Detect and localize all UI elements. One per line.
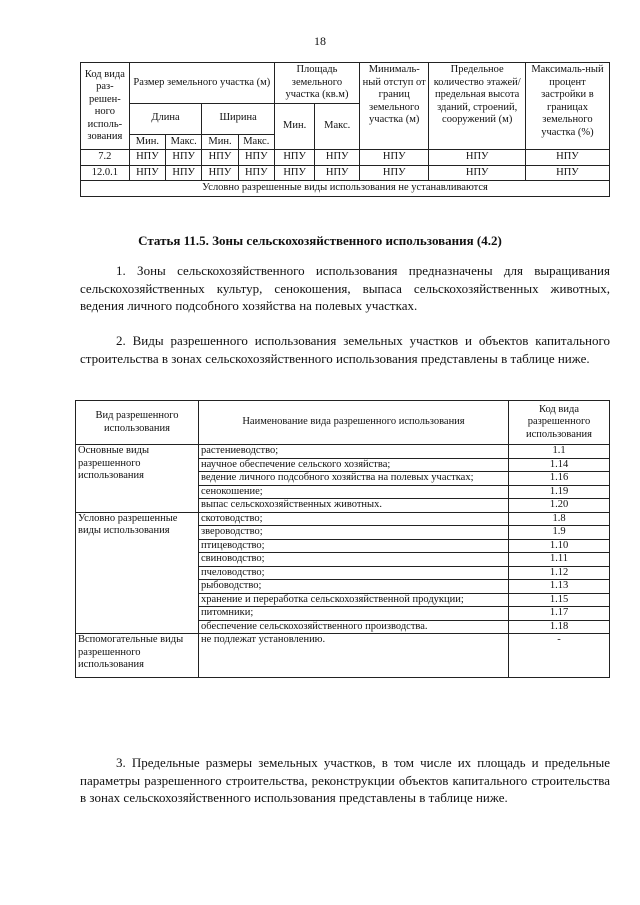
- use-code: 1.12: [509, 566, 610, 580]
- use-code: 1.9: [509, 526, 610, 540]
- use-name: растениеводство;: [199, 445, 509, 459]
- permitted-uses-table: [75, 400, 610, 678]
- use-name: пчеловодство;: [199, 566, 509, 580]
- article-heading: Статья 11.5. Зоны сельскохозяйственного использования (4.2): [138, 233, 502, 248]
- use-name: рыбоводство;: [199, 580, 509, 594]
- use-name: птицеводство;: [199, 539, 509, 553]
- table-row: [81, 150, 610, 166]
- use-code: 1.20: [509, 499, 610, 513]
- cell-value: НПУ: [202, 165, 238, 181]
- header-width: Ширина: [202, 103, 275, 134]
- cell-value: НПУ: [274, 150, 314, 166]
- use-code: 1.15: [509, 593, 610, 607]
- paragraph-2: 2. Виды разрешенного использования земельных участков и объектов капитального строительства в зонах сельскохозяйственного использования представлены в таблице ниже.: [80, 333, 610, 366]
- header-setback: Минималь-ный отступ от границ земельного участка (м): [359, 63, 428, 150]
- use-code: 1.16: [509, 472, 610, 486]
- table-row: [76, 634, 610, 678]
- table-footer-note: Условно разрешенные виды использования не устанавливаются: [81, 181, 610, 197]
- use-code: 1.17: [509, 607, 610, 621]
- cell-value: НПУ: [202, 150, 238, 166]
- use-name: выпас сельскохозяйственных животных.: [199, 499, 509, 513]
- use-name: обеспечение сельскохозяйственного производства.: [199, 620, 509, 634]
- cell-value: НПУ: [429, 150, 525, 166]
- use-name: питомники;: [199, 607, 509, 621]
- use-code: 1.19: [509, 485, 610, 499]
- header-area-min: Мин.: [274, 103, 314, 150]
- paragraph-1: 1. Зоны сельскохозяйственного использования предназначены для выращивания сельскохозяйственных культур, сенокошения, выпаса сельскохозяйственных животных, ведения личного подсобного хозяйства на полевых участках.: [80, 263, 610, 313]
- cell-value: НПУ: [359, 165, 428, 181]
- use-name: хранение и переработка сельскохозяйственной продукции;: [199, 593, 509, 607]
- cell-value: НПУ: [166, 150, 202, 166]
- use-code: 1.8: [509, 512, 610, 526]
- cell-value: НПУ: [238, 150, 274, 166]
- cell-value: НПУ: [129, 165, 165, 181]
- group-conditional: Условно разрешенные виды использования: [76, 512, 199, 634]
- use-code: 1.11: [509, 553, 610, 567]
- cell-value: НПУ: [315, 165, 360, 181]
- header-length-max: Макс.: [166, 134, 202, 150]
- group-main: Основные виды разрешенного использования: [76, 445, 199, 513]
- table-row: [76, 512, 610, 526]
- use-name: ведение личного подсобного хозяйства на полевых участках;: [199, 472, 509, 486]
- group-auxiliary: Вспомогательные виды разрешенного использования: [76, 634, 199, 678]
- header-length-min: Мин.: [129, 134, 165, 150]
- header-use-code: Код вида разрешенного использования: [509, 401, 610, 445]
- cell-value: НПУ: [359, 150, 428, 166]
- cell-value: НПУ: [429, 165, 525, 181]
- cell-value: НПУ: [166, 165, 202, 181]
- header-use-name: Наименование вида разрешенного использования: [199, 401, 509, 445]
- cell-value: НПУ: [525, 165, 609, 181]
- header-width-min: Мин.: [202, 134, 238, 150]
- header-use-type: Вид разрешенного использования: [76, 401, 199, 445]
- use-code: 1.14: [509, 458, 610, 472]
- cell-code: 12.0.1: [81, 165, 130, 181]
- cell-code: 7.2: [81, 150, 130, 166]
- use-code: 1.18: [509, 620, 610, 634]
- header-area-max: Макс.: [315, 103, 360, 150]
- header-area: Площадь земельного участка (кв.м): [274, 63, 359, 104]
- cell-value: НПУ: [525, 150, 609, 166]
- page-number: 18: [314, 34, 326, 48]
- paragraph-3: 3. Предельные размеры земельных участков, в том числе их площадь и предельные параметры разрешенного строительства, реконструкции объектов капитального строительства в зонах сельскохозяйственного использования представлены в таблице ниже.: [80, 755, 610, 805]
- cell-value: НПУ: [315, 150, 360, 166]
- table-row: [76, 445, 610, 459]
- use-code: 1.10: [509, 539, 610, 553]
- header-width-max: Макс.: [238, 134, 274, 150]
- table-row: [81, 165, 610, 181]
- parameters-table: [80, 62, 610, 197]
- use-name: скотоводство;: [199, 512, 509, 526]
- cell-value: НПУ: [129, 150, 165, 166]
- header-floors: Предельное количество этажей/ предельная высота зданий, строений, сооружений (м): [429, 63, 525, 150]
- header-size: Размер земельного участка (м): [129, 63, 274, 104]
- use-code: 1.13: [509, 580, 610, 594]
- use-name: не подлежат установлению.: [199, 634, 509, 678]
- use-name: звероводство;: [199, 526, 509, 540]
- use-name: научное обеспечение сельского хозяйства;: [199, 458, 509, 472]
- header-length: Длина: [129, 103, 202, 134]
- use-name: сенокошение;: [199, 485, 509, 499]
- cell-value: НПУ: [274, 165, 314, 181]
- header-percent: Максималь-ный процент застройки в границах земельного участка (%): [525, 63, 609, 150]
- cell-value: НПУ: [238, 165, 274, 181]
- use-code: -: [509, 634, 610, 678]
- use-name: свиноводство;: [199, 553, 509, 567]
- header-code: Код вида раз-решен-ного исполь-зования: [81, 63, 130, 150]
- use-code: 1.1: [509, 445, 610, 459]
